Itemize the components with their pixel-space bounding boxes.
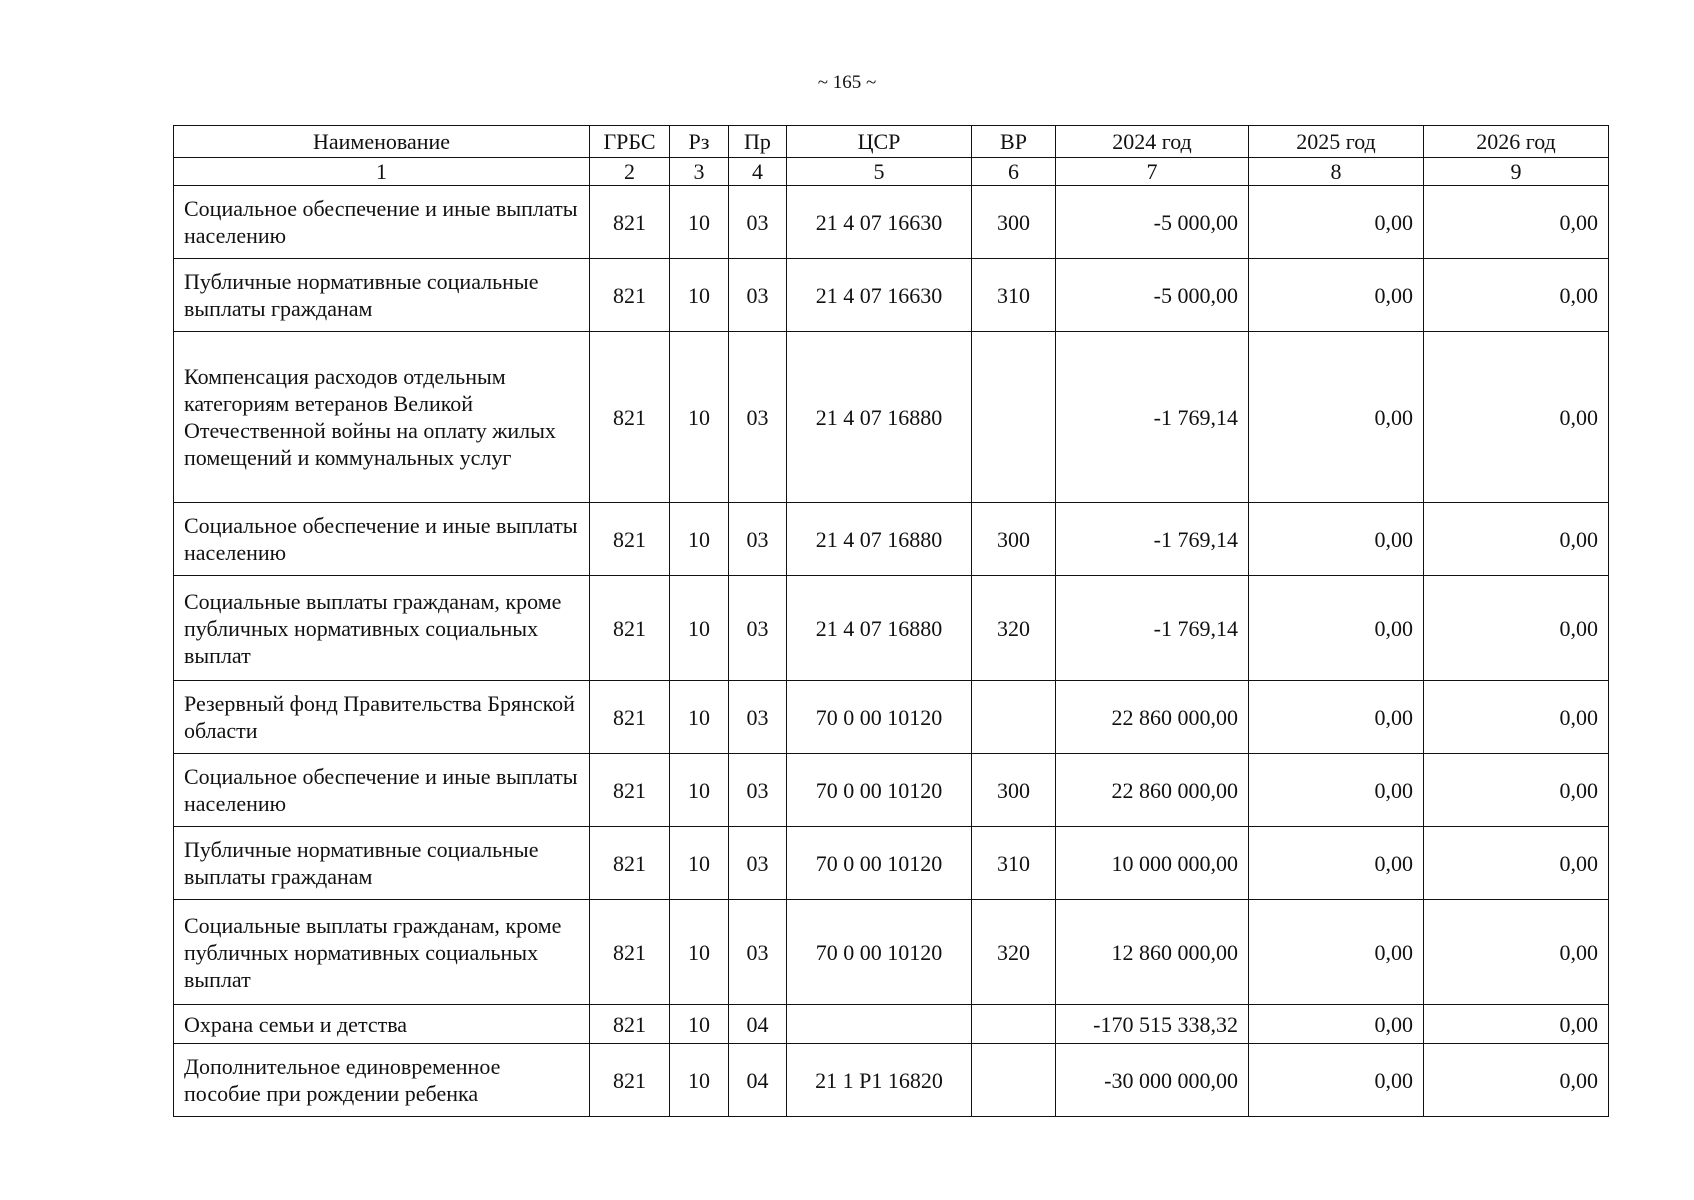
row-grbs: 821 bbox=[590, 1005, 670, 1044]
row-2025: 0,00 bbox=[1249, 332, 1424, 503]
column-number: 6 bbox=[972, 158, 1056, 186]
row-pr: 03 bbox=[729, 900, 787, 1005]
row-2024: -5 000,00 bbox=[1056, 259, 1249, 332]
column-number: 4 bbox=[729, 158, 787, 186]
row-grbs: 821 bbox=[590, 827, 670, 900]
row-2025: 0,00 bbox=[1249, 576, 1424, 681]
row-name: Социальное обеспечение и иные выплаты населению bbox=[174, 754, 590, 827]
row-2026: 0,00 bbox=[1424, 186, 1609, 259]
column-number: 9 bbox=[1424, 158, 1609, 186]
row-2025: 0,00 bbox=[1249, 681, 1424, 754]
table-row bbox=[174, 827, 1609, 900]
row-pr: 04 bbox=[729, 1005, 787, 1044]
row-rz: 10 bbox=[670, 332, 729, 503]
row-vr: 300 bbox=[972, 186, 1056, 259]
row-2026: 0,00 bbox=[1424, 332, 1609, 503]
row-2025: 0,00 bbox=[1249, 827, 1424, 900]
header-pr: Пр bbox=[729, 126, 787, 158]
row-rz: 10 bbox=[670, 503, 729, 576]
column-number: 7 bbox=[1056, 158, 1249, 186]
row-grbs: 821 bbox=[590, 332, 670, 503]
row-vr: 300 bbox=[972, 503, 1056, 576]
header-row bbox=[174, 126, 1609, 158]
row-grbs: 821 bbox=[590, 900, 670, 1005]
row-pr: 03 bbox=[729, 576, 787, 681]
row-vr bbox=[972, 1044, 1056, 1117]
row-pr: 03 bbox=[729, 503, 787, 576]
row-2025: 0,00 bbox=[1249, 1005, 1424, 1044]
row-grbs: 821 bbox=[590, 186, 670, 259]
row-2026: 0,00 bbox=[1424, 1044, 1609, 1117]
row-2024: 12 860 000,00 bbox=[1056, 900, 1249, 1005]
row-pr: 03 bbox=[729, 186, 787, 259]
row-name: Публичные нормативные социальные выплаты гражданам bbox=[174, 827, 590, 900]
header-name: Наименование bbox=[174, 126, 590, 158]
row-2025: 0,00 bbox=[1249, 259, 1424, 332]
row-2025: 0,00 bbox=[1249, 186, 1424, 259]
header-2025: 2025 год bbox=[1249, 126, 1424, 158]
row-rz: 10 bbox=[670, 186, 729, 259]
row-pr: 03 bbox=[729, 754, 787, 827]
budget-table bbox=[173, 125, 1609, 1117]
row-pr: 03 bbox=[729, 332, 787, 503]
row-rz: 10 bbox=[670, 259, 729, 332]
column-number: 1 bbox=[174, 158, 590, 186]
row-2025: 0,00 bbox=[1249, 900, 1424, 1005]
table-row bbox=[174, 681, 1609, 754]
table-row bbox=[174, 332, 1609, 503]
row-2024: -1 769,14 bbox=[1056, 503, 1249, 576]
row-2024: -170 515 338,32 bbox=[1056, 1005, 1249, 1044]
row-rz: 10 bbox=[670, 827, 729, 900]
row-rz: 10 bbox=[670, 1005, 729, 1044]
row-csr: 21 4 07 16880 bbox=[787, 576, 972, 681]
row-2026: 0,00 bbox=[1424, 259, 1609, 332]
row-2024: -1 769,14 bbox=[1056, 332, 1249, 503]
header-grbs: ГРБС bbox=[590, 126, 670, 158]
column-number: 3 bbox=[670, 158, 729, 186]
row-2025: 0,00 bbox=[1249, 503, 1424, 576]
table-row bbox=[174, 1044, 1609, 1117]
row-2026: 0,00 bbox=[1424, 681, 1609, 754]
row-2026: 0,00 bbox=[1424, 576, 1609, 681]
header-vr: ВР bbox=[972, 126, 1056, 158]
row-2024: -30 000 000,00 bbox=[1056, 1044, 1249, 1117]
row-2026: 0,00 bbox=[1424, 503, 1609, 576]
row-2026: 0,00 bbox=[1424, 1005, 1609, 1044]
row-rz: 10 bbox=[670, 681, 729, 754]
column-number: 8 bbox=[1249, 158, 1424, 186]
column-number-row bbox=[174, 158, 1609, 186]
row-vr: 310 bbox=[972, 827, 1056, 900]
row-2024: -1 769,14 bbox=[1056, 576, 1249, 681]
table-header bbox=[174, 126, 1609, 186]
header-2024: 2024 год bbox=[1056, 126, 1249, 158]
row-pr: 04 bbox=[729, 1044, 787, 1117]
table-row bbox=[174, 576, 1609, 681]
table-body bbox=[174, 186, 1609, 1117]
row-csr: 21 4 07 16630 bbox=[787, 259, 972, 332]
row-csr: 70 0 00 10120 bbox=[787, 827, 972, 900]
row-csr: 21 4 07 16880 bbox=[787, 332, 972, 503]
table-row bbox=[174, 754, 1609, 827]
row-pr: 03 bbox=[729, 827, 787, 900]
table-row bbox=[174, 1005, 1609, 1044]
row-grbs: 821 bbox=[590, 754, 670, 827]
row-pr: 03 bbox=[729, 681, 787, 754]
row-name: Резервный фонд Правительства Брянской области bbox=[174, 681, 590, 754]
row-vr: 320 bbox=[972, 576, 1056, 681]
table-row bbox=[174, 186, 1609, 259]
row-csr: 21 1 Р1 16820 bbox=[787, 1044, 972, 1117]
table-row bbox=[174, 259, 1609, 332]
row-csr: 70 0 00 10120 bbox=[787, 900, 972, 1005]
row-vr bbox=[972, 681, 1056, 754]
row-name: Социальное обеспечение и иные выплаты населению bbox=[174, 186, 590, 259]
row-vr: 310 bbox=[972, 259, 1056, 332]
row-2024: 10 000 000,00 bbox=[1056, 827, 1249, 900]
row-csr bbox=[787, 1005, 972, 1044]
row-csr: 70 0 00 10120 bbox=[787, 754, 972, 827]
row-rz: 10 bbox=[670, 576, 729, 681]
row-pr: 03 bbox=[729, 259, 787, 332]
row-rz: 10 bbox=[670, 900, 729, 1005]
row-2024: 22 860 000,00 bbox=[1056, 681, 1249, 754]
row-2026: 0,00 bbox=[1424, 900, 1609, 1005]
table-row bbox=[174, 900, 1609, 1005]
row-grbs: 821 bbox=[590, 681, 670, 754]
row-2024: -5 000,00 bbox=[1056, 186, 1249, 259]
page-number: ~ 165 ~ bbox=[817, 72, 877, 93]
table-row bbox=[174, 503, 1609, 576]
row-2025: 0,00 bbox=[1249, 1044, 1424, 1117]
header-rz: Рз bbox=[670, 126, 729, 158]
row-rz: 10 bbox=[670, 754, 729, 827]
row-csr: 21 4 07 16630 bbox=[787, 186, 972, 259]
row-name: Социальное обеспечение и иные выплаты населению bbox=[174, 503, 590, 576]
row-name: Публичные нормативные социальные выплаты гражданам bbox=[174, 259, 590, 332]
row-name: Компенсация расходов отдельным категориям ветеранов Великой Отечественной войны на оплату жилых помещений и коммунальных услуг bbox=[174, 332, 590, 503]
row-csr: 70 0 00 10120 bbox=[787, 681, 972, 754]
row-vr: 320 bbox=[972, 900, 1056, 1005]
row-grbs: 821 bbox=[590, 576, 670, 681]
row-2024: 22 860 000,00 bbox=[1056, 754, 1249, 827]
row-grbs: 821 bbox=[590, 1044, 670, 1117]
row-2026: 0,00 bbox=[1424, 754, 1609, 827]
row-grbs: 821 bbox=[590, 259, 670, 332]
row-name: Дополнительное единовременное пособие при рождении ребенка bbox=[174, 1044, 590, 1117]
row-csr: 21 4 07 16880 bbox=[787, 503, 972, 576]
row-vr: 300 bbox=[972, 754, 1056, 827]
row-vr bbox=[972, 332, 1056, 503]
row-grbs: 821 bbox=[590, 503, 670, 576]
row-name: Социальные выплаты гражданам, кроме публичных нормативных социальных выплат bbox=[174, 576, 590, 681]
header-csr: ЦСР bbox=[787, 126, 972, 158]
row-2026: 0,00 bbox=[1424, 827, 1609, 900]
column-number: 2 bbox=[590, 158, 670, 186]
row-2025: 0,00 bbox=[1249, 754, 1424, 827]
column-number: 5 bbox=[787, 158, 972, 186]
row-name: Охрана семьи и детства bbox=[174, 1005, 590, 1044]
header-2026: 2026 год bbox=[1424, 126, 1609, 158]
row-vr bbox=[972, 1005, 1056, 1044]
row-rz: 10 bbox=[670, 1044, 729, 1117]
row-name: Социальные выплаты гражданам, кроме публичных нормативных социальных выплат bbox=[174, 900, 590, 1005]
